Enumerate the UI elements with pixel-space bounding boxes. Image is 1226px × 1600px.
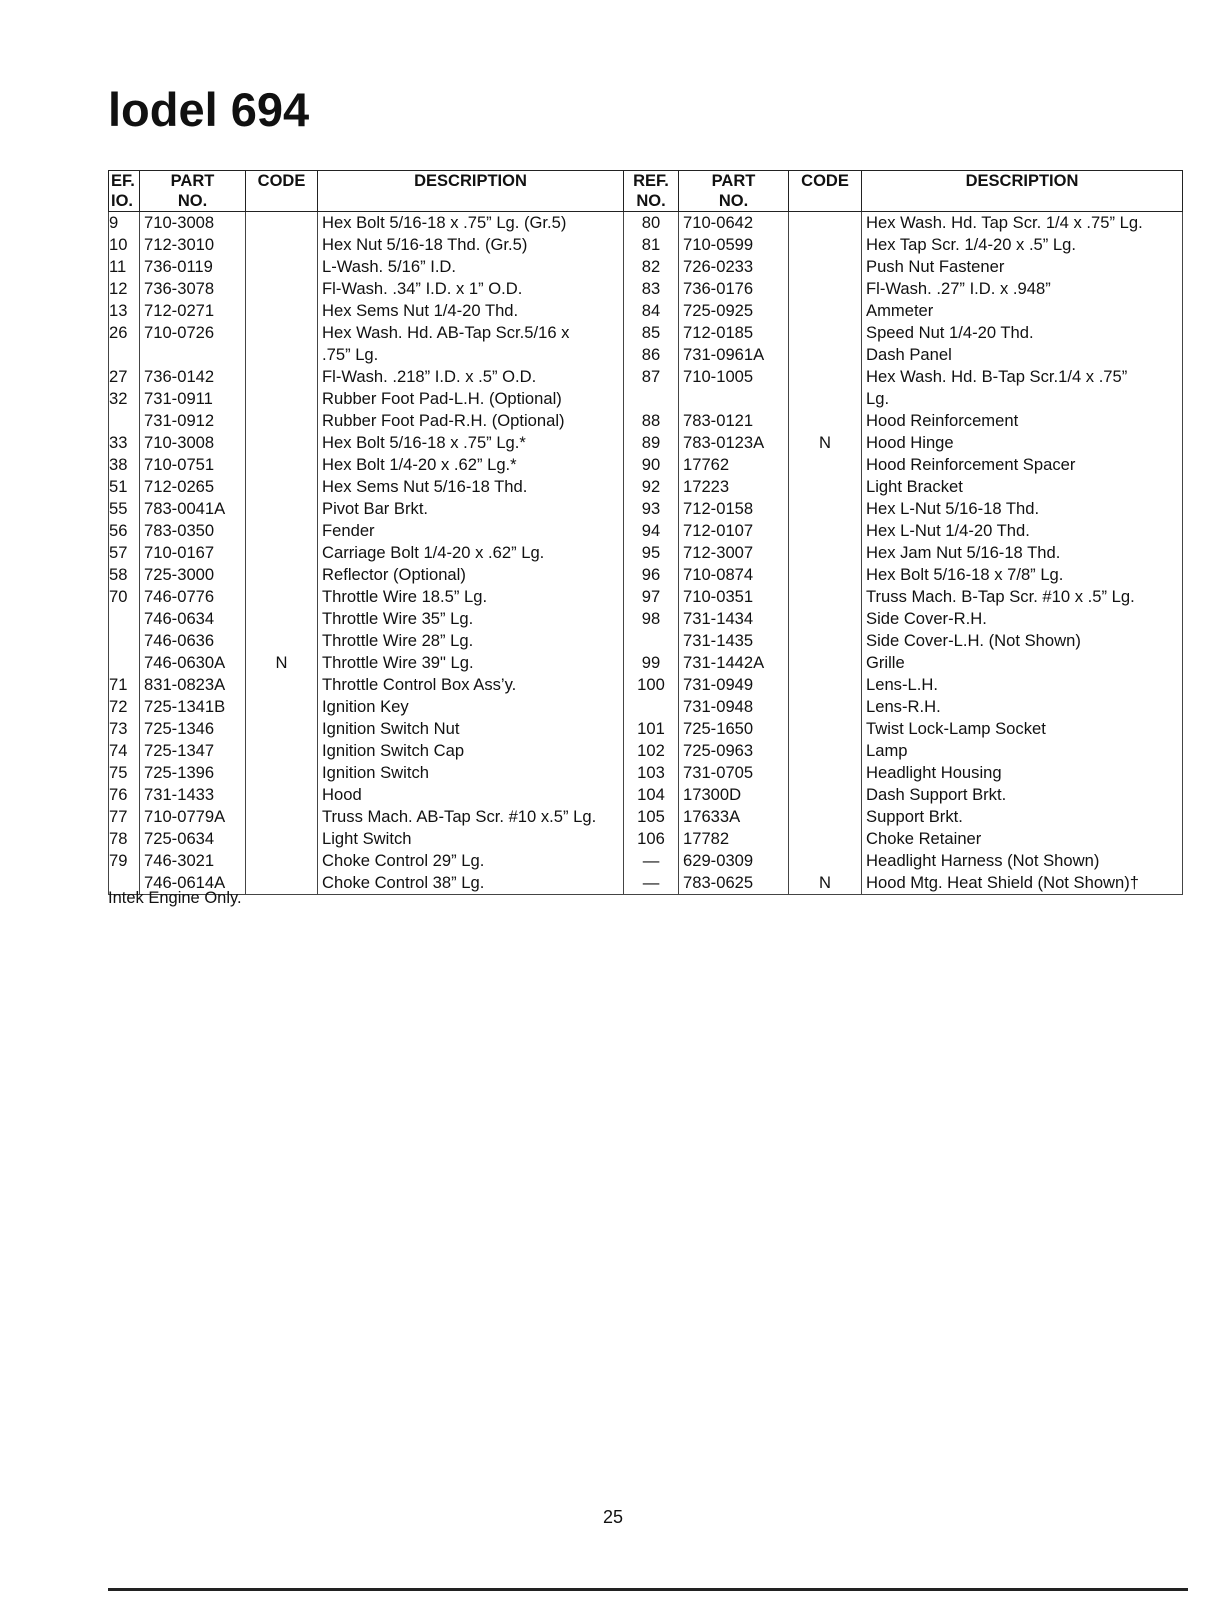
- ref-cell: 79: [109, 850, 140, 872]
- ref-cell: 77: [109, 806, 140, 828]
- part-number-cell: 783-0041A: [140, 498, 246, 520]
- header-description-right: DESCRIPTION: [862, 171, 1183, 212]
- description-cell: Hex Wash. Hd. B-Tap Scr.1/4 x .75”: [862, 366, 1183, 388]
- description-cell: Rubber Foot Pad-R.H. (Optional): [318, 410, 624, 432]
- ref-cell: 83: [624, 278, 679, 300]
- part-number-cell: 731-1442A: [679, 652, 789, 674]
- code-cell: [789, 762, 862, 784]
- table-row: [109, 718, 1183, 740]
- page-number: 25: [602, 1507, 624, 1527]
- description-cell: Push Nut Fastener: [862, 256, 1183, 278]
- table-row: [109, 234, 1183, 256]
- ref-cell: 38: [109, 454, 140, 476]
- table-row: [109, 828, 1183, 850]
- code-cell: [246, 718, 318, 740]
- table-row: [109, 696, 1183, 718]
- code-cell: [246, 740, 318, 762]
- description-cell: Hex L-Nut 1/4-20 Thd.: [862, 520, 1183, 542]
- description-cell: Hex Bolt 5/16-18 x .75” Lg. (Gr.5): [318, 212, 624, 235]
- code-cell: [789, 542, 862, 564]
- description-cell: Throttle Wire 39" Lg.: [318, 652, 624, 674]
- ref-cell: 102: [624, 740, 679, 762]
- part-number-cell: 731-0912: [140, 410, 246, 432]
- description-cell: Hex Wash. Hd. Tap Scr. 1/4 x .75” Lg.: [862, 212, 1183, 235]
- code-cell: [789, 234, 862, 256]
- ref-cell: 51: [109, 476, 140, 498]
- header-description-left: DESCRIPTION: [318, 171, 624, 212]
- table-row: [109, 850, 1183, 872]
- description-cell: Side Cover-L.H. (Not Shown): [862, 630, 1183, 652]
- code-cell: [246, 850, 318, 872]
- description-cell: Choke Control 29” Lg.: [318, 850, 624, 872]
- table-row: [109, 476, 1183, 498]
- code-cell: [789, 388, 862, 410]
- table-row: [109, 542, 1183, 564]
- part-number-cell: 17300D: [679, 784, 789, 806]
- ref-cell: 13: [109, 300, 140, 322]
- ref-cell: 71: [109, 674, 140, 696]
- part-number-cell: 746-0630A: [140, 652, 246, 674]
- table-row: [109, 740, 1183, 762]
- part-number-cell: 712-0265: [140, 476, 246, 498]
- ref-cell: 98: [624, 608, 679, 630]
- code-cell: [789, 564, 862, 586]
- code-cell: [246, 498, 318, 520]
- ref-cell: [109, 608, 140, 630]
- code-cell: [246, 300, 318, 322]
- description-cell: Hex L-Nut 5/16-18 Thd.: [862, 498, 1183, 520]
- part-number-cell: 710-0751: [140, 454, 246, 476]
- part-number-cell: 712-0185: [679, 322, 789, 344]
- header-code-right: CODE: [789, 171, 862, 212]
- ref-cell: 81: [624, 234, 679, 256]
- ref-cell: 87: [624, 366, 679, 388]
- code-cell: N: [789, 432, 862, 454]
- part-number-cell: 710-1005: [679, 366, 789, 388]
- description-cell: Throttle Wire 28” Lg.: [318, 630, 624, 652]
- code-cell: [246, 476, 318, 498]
- header-code-left: CODE: [246, 171, 318, 212]
- part-number-cell: 710-3008: [140, 432, 246, 454]
- description-cell: Hex Jam Nut 5/16-18 Thd.: [862, 542, 1183, 564]
- part-number-cell: 746-0634: [140, 608, 246, 630]
- table-row: [109, 454, 1183, 476]
- code-cell: [789, 652, 862, 674]
- table-row: [109, 410, 1183, 432]
- part-number-cell: 710-0599: [679, 234, 789, 256]
- description-cell: Lens-L.H.: [862, 674, 1183, 696]
- table-row: [109, 586, 1183, 608]
- code-cell: [246, 388, 318, 410]
- part-number-cell: 783-0625: [679, 872, 789, 895]
- code-cell: [789, 740, 862, 762]
- description-cell: Ignition Switch Cap: [318, 740, 624, 762]
- code-cell: [789, 784, 862, 806]
- description-cell: Twist Lock-Lamp Socket: [862, 718, 1183, 740]
- table-row: [109, 256, 1183, 278]
- code-cell: [789, 674, 862, 696]
- part-number-cell: 746-0776: [140, 586, 246, 608]
- code-cell: [789, 586, 862, 608]
- part-number-cell: 731-0949: [679, 674, 789, 696]
- description-cell: Hex Bolt 5/16-18 x .75” Lg.*: [318, 432, 624, 454]
- ref-cell: 105: [624, 806, 679, 828]
- description-cell: Hood Reinforcement: [862, 410, 1183, 432]
- description-cell: Hood Reinforcement Spacer: [862, 454, 1183, 476]
- ref-cell: 96: [624, 564, 679, 586]
- description-cell: Hex Tap Scr. 1/4-20 x .5” Lg.: [862, 234, 1183, 256]
- part-number-cell: 710-0351: [679, 586, 789, 608]
- description-cell: Light Switch: [318, 828, 624, 850]
- ref-cell: 56: [109, 520, 140, 542]
- description-cell: Dash Support Brkt.: [862, 784, 1183, 806]
- description-cell: Ignition Switch Nut: [318, 718, 624, 740]
- page-title: lodel 694: [108, 83, 310, 136]
- ref-cell: 103: [624, 762, 679, 784]
- description-cell: Truss Mach. B-Tap Scr. #10 x .5” Lg.: [862, 586, 1183, 608]
- description-cell: Hood Mtg. Heat Shield (Not Shown)†: [862, 872, 1183, 895]
- part-number-cell: 831-0823A: [140, 674, 246, 696]
- ref-cell: 78: [109, 828, 140, 850]
- part-number-cell: 17762: [679, 454, 789, 476]
- description-cell: Pivot Bar Brkt.: [318, 498, 624, 520]
- part-number-cell: 731-1435: [679, 630, 789, 652]
- header-ref-left: EF. IO.: [109, 171, 140, 212]
- code-cell: [789, 256, 862, 278]
- part-number-cell: 736-3078: [140, 278, 246, 300]
- description-cell: Light Bracket: [862, 476, 1183, 498]
- code-cell: [246, 432, 318, 454]
- code-cell: [246, 586, 318, 608]
- code-cell: [789, 212, 862, 235]
- part-number-cell: 726-0233: [679, 256, 789, 278]
- code-cell: [246, 696, 318, 718]
- description-cell: Support Brkt.: [862, 806, 1183, 828]
- ref-cell: 73: [109, 718, 140, 740]
- code-cell: [789, 344, 862, 366]
- code-cell: [246, 674, 318, 696]
- description-cell: Fl-Wash. .34” I.D. x 1” O.D.: [318, 278, 624, 300]
- part-number-cell: 710-0779A: [140, 806, 246, 828]
- part-number-cell: 17782: [679, 828, 789, 850]
- code-cell: [246, 454, 318, 476]
- part-number-cell: 725-0925: [679, 300, 789, 322]
- table-row: [109, 212, 1183, 235]
- part-number-cell: 725-1341B: [140, 696, 246, 718]
- ref-cell: 95: [624, 542, 679, 564]
- part-number-cell: 746-0636: [140, 630, 246, 652]
- ref-cell: 82: [624, 256, 679, 278]
- part-number-cell: 731-0948: [679, 696, 789, 718]
- part-number-cell: 725-1346: [140, 718, 246, 740]
- description-cell: Fender: [318, 520, 624, 542]
- parts-table-body: [109, 212, 1183, 895]
- part-number-cell: 710-0167: [140, 542, 246, 564]
- ref-cell: —: [624, 850, 679, 872]
- description-cell: Hex Bolt 5/16-18 x 7/8” Lg.: [862, 564, 1183, 586]
- code-cell: [246, 322, 318, 344]
- description-cell: Truss Mach. AB-Tap Scr. #10 x.5” Lg.: [318, 806, 624, 828]
- ref-cell: 94: [624, 520, 679, 542]
- table-row: [109, 322, 1183, 344]
- ref-cell: [109, 630, 140, 652]
- code-cell: [246, 872, 318, 895]
- code-cell: [246, 410, 318, 432]
- code-cell: [789, 454, 862, 476]
- part-number-cell: 783-0123A: [679, 432, 789, 454]
- ref-cell: —: [624, 872, 679, 895]
- part-number-cell: 710-0642: [679, 212, 789, 235]
- code-cell: [246, 630, 318, 652]
- table-row: [109, 762, 1183, 784]
- code-cell: [789, 718, 862, 740]
- description-cell: Ignition Key: [318, 696, 624, 718]
- ref-cell: [109, 652, 140, 674]
- table-row: [109, 498, 1183, 520]
- part-number-cell: 710-0874: [679, 564, 789, 586]
- code-cell: [246, 806, 318, 828]
- part-number-cell: 725-0963: [679, 740, 789, 762]
- code-cell: N: [246, 652, 318, 674]
- table-row: [109, 674, 1183, 696]
- part-number-cell: 731-0911: [140, 388, 246, 410]
- description-cell: Throttle Control Box Ass’y.: [318, 674, 624, 696]
- footnote: Intek Engine Only.: [108, 889, 242, 907]
- part-number-cell: 725-1396: [140, 762, 246, 784]
- table-row: [109, 784, 1183, 806]
- ref-cell: 104: [624, 784, 679, 806]
- table-row: [109, 520, 1183, 542]
- ref-cell: [109, 344, 140, 366]
- description-cell: Hex Bolt 1/4-20 x .62” Lg.*: [318, 454, 624, 476]
- header-ref-right: REF. NO.: [624, 171, 679, 212]
- part-number-cell: 725-1347: [140, 740, 246, 762]
- code-cell: [246, 564, 318, 586]
- table-row: [109, 366, 1183, 388]
- table-row: [109, 344, 1183, 366]
- ref-cell: 76: [109, 784, 140, 806]
- ref-cell: 75: [109, 762, 140, 784]
- description-cell: Dash Panel: [862, 344, 1183, 366]
- part-number-cell: 710-0726: [140, 322, 246, 344]
- description-cell: Throttle Wire 18.5” Lg.: [318, 586, 624, 608]
- code-cell: [246, 256, 318, 278]
- description-cell: Hex Nut 5/16-18 Thd. (Gr.5): [318, 234, 624, 256]
- ref-cell: 85: [624, 322, 679, 344]
- ref-cell: [624, 630, 679, 652]
- ref-cell: 86: [624, 344, 679, 366]
- part-number-cell: 17633A: [679, 806, 789, 828]
- part-number-cell: 712-3007: [679, 542, 789, 564]
- description-cell: Lamp: [862, 740, 1183, 762]
- part-number-cell: 731-0961A: [679, 344, 789, 366]
- description-cell: Throttle Wire 35” Lg.: [318, 608, 624, 630]
- part-number-cell: 736-0142: [140, 366, 246, 388]
- ref-cell: 93: [624, 498, 679, 520]
- part-number-cell: 629-0309: [679, 850, 789, 872]
- ref-cell: 106: [624, 828, 679, 850]
- part-number-cell: 712-3010: [140, 234, 246, 256]
- header-part-right: PART NO.: [679, 171, 789, 212]
- description-cell: Lg.: [862, 388, 1183, 410]
- ref-cell: 33: [109, 432, 140, 454]
- part-number-cell: 725-1650: [679, 718, 789, 740]
- ref-cell: [624, 388, 679, 410]
- code-cell: [246, 542, 318, 564]
- ref-cell: 84: [624, 300, 679, 322]
- description-cell: Hex Sems Nut 5/16-18 Thd.: [318, 476, 624, 498]
- part-number-cell: [679, 388, 789, 410]
- ref-cell: [109, 410, 140, 432]
- part-number-cell: 736-0176: [679, 278, 789, 300]
- part-number-cell: 731-1434: [679, 608, 789, 630]
- code-cell: [246, 762, 318, 784]
- description-cell: Hood Hinge: [862, 432, 1183, 454]
- code-cell: N: [789, 872, 862, 895]
- ref-cell: 99: [624, 652, 679, 674]
- description-cell: Side Cover-R.H.: [862, 608, 1183, 630]
- description-cell: Grille: [862, 652, 1183, 674]
- ref-cell: 9: [109, 212, 140, 235]
- code-cell: [246, 784, 318, 806]
- part-number-cell: 710-3008: [140, 212, 246, 235]
- part-number-cell: 712-0158: [679, 498, 789, 520]
- part-number-cell: 725-3000: [140, 564, 246, 586]
- table-row: [109, 630, 1183, 652]
- description-cell: Fl-Wash. .218” I.D. x .5” O.D.: [318, 366, 624, 388]
- part-number-cell: 783-0121: [679, 410, 789, 432]
- parts-table: [108, 170, 1183, 895]
- code-cell: [789, 828, 862, 850]
- description-cell: Choke Control 38” Lg.: [318, 872, 624, 895]
- code-cell: [789, 850, 862, 872]
- ref-cell: [624, 696, 679, 718]
- code-cell: [246, 608, 318, 630]
- ref-cell: 11: [109, 256, 140, 278]
- ref-cell: 97: [624, 586, 679, 608]
- code-cell: [789, 806, 862, 828]
- description-cell: Headlight Harness (Not Shown): [862, 850, 1183, 872]
- part-number-cell: 736-0119: [140, 256, 246, 278]
- code-cell: [789, 630, 862, 652]
- code-cell: [246, 212, 318, 235]
- description-cell: Speed Nut 1/4-20 Thd.: [862, 322, 1183, 344]
- ref-cell: 10: [109, 234, 140, 256]
- part-number-cell: 731-0705: [679, 762, 789, 784]
- ref-cell: 57: [109, 542, 140, 564]
- code-cell: [789, 498, 862, 520]
- table-row: [109, 278, 1183, 300]
- ref-cell: 100: [624, 674, 679, 696]
- ref-cell: 27: [109, 366, 140, 388]
- part-number-cell: [140, 344, 246, 366]
- description-cell: Rubber Foot Pad-L.H. (Optional): [318, 388, 624, 410]
- description-cell: Carriage Bolt 1/4-20 x .62” Lg.: [318, 542, 624, 564]
- part-number-cell: 712-0271: [140, 300, 246, 322]
- code-cell: [789, 322, 862, 344]
- code-cell: [246, 828, 318, 850]
- table-row: [109, 806, 1183, 828]
- ref-cell: 12: [109, 278, 140, 300]
- table-header-row: [109, 171, 1183, 212]
- part-number-cell: 783-0350: [140, 520, 246, 542]
- table-row: [109, 872, 1183, 895]
- description-cell: Hood: [318, 784, 624, 806]
- ref-cell: 72: [109, 696, 140, 718]
- header-part-left: PART NO.: [140, 171, 246, 212]
- code-cell: [789, 520, 862, 542]
- description-cell: Hex Wash. Hd. AB-Tap Scr.5/16 x: [318, 322, 624, 344]
- code-cell: [789, 696, 862, 718]
- part-number-cell: 712-0107: [679, 520, 789, 542]
- description-cell: .75” Lg.: [318, 344, 624, 366]
- ref-cell: 92: [624, 476, 679, 498]
- code-cell: [246, 366, 318, 388]
- description-cell: Ignition Switch: [318, 762, 624, 784]
- ref-cell: 101: [624, 718, 679, 740]
- part-number-cell: 746-0614A: [140, 872, 246, 895]
- code-cell: [246, 520, 318, 542]
- ref-cell: 88: [624, 410, 679, 432]
- ref-cell: 70: [109, 586, 140, 608]
- description-cell: Lens-R.H.: [862, 696, 1183, 718]
- code-cell: [789, 608, 862, 630]
- ref-cell: 26: [109, 322, 140, 344]
- table-row: [109, 608, 1183, 630]
- code-cell: [789, 410, 862, 432]
- description-cell: Headlight Housing: [862, 762, 1183, 784]
- code-cell: [246, 278, 318, 300]
- description-cell: Fl-Wash. .27” I.D. x .948”: [862, 278, 1183, 300]
- description-cell: Ammeter: [862, 300, 1183, 322]
- ref-cell: 74: [109, 740, 140, 762]
- ref-cell: 58: [109, 564, 140, 586]
- table-row: [109, 388, 1183, 410]
- table-row: [109, 432, 1183, 454]
- code-cell: [789, 300, 862, 322]
- description-cell: Choke Retainer: [862, 828, 1183, 850]
- ref-cell: 80: [624, 212, 679, 235]
- ref-cell: 55: [109, 498, 140, 520]
- table-row: [109, 300, 1183, 322]
- part-number-cell: 725-0634: [140, 828, 246, 850]
- part-number-cell: 731-1433: [140, 784, 246, 806]
- table-row: [109, 652, 1183, 674]
- ref-cell: 32: [109, 388, 140, 410]
- code-cell: [789, 476, 862, 498]
- part-number-cell: 746-3021: [140, 850, 246, 872]
- description-cell: Reflector (Optional): [318, 564, 624, 586]
- code-cell: [246, 234, 318, 256]
- bottom-rule: [108, 1588, 1188, 1591]
- code-cell: [789, 366, 862, 388]
- part-number-cell: 17223: [679, 476, 789, 498]
- table-row: [109, 564, 1183, 586]
- code-cell: [789, 278, 862, 300]
- description-cell: L-Wash. 5/16” I.D.: [318, 256, 624, 278]
- code-cell: [246, 344, 318, 366]
- ref-cell: 89: [624, 432, 679, 454]
- ref-cell: 90: [624, 454, 679, 476]
- description-cell: Hex Sems Nut 1/4-20 Thd.: [318, 300, 624, 322]
